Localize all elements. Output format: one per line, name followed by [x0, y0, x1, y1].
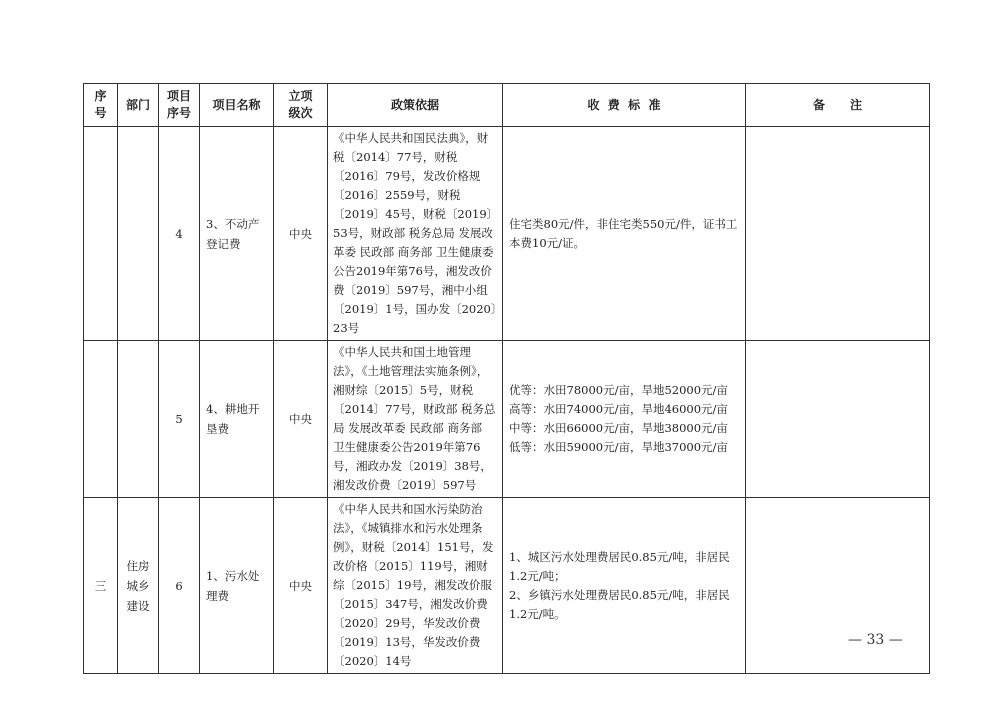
cell-seq [84, 341, 118, 498]
table-row [84, 498, 930, 674]
header-seq: 序 号 [84, 84, 118, 127]
cell-dept: 住房 城乡 建设 [118, 498, 159, 674]
header-row [84, 84, 930, 127]
cell-item-name: 1、污水处理费 [200, 498, 274, 674]
cell-remark [746, 127, 930, 341]
cell-level: 中央 [274, 498, 328, 674]
cell-seq: 三 [84, 498, 118, 674]
cell-item-seq: 6 [159, 498, 200, 674]
header-item-seq: 项目 序号 [159, 84, 200, 127]
header-remark: 备 注 [746, 84, 930, 127]
cell-policy: 《中华人民共和国土地管理法》，《土地管理法实施条例》，湘财综〔2015〕5号，财税〔2014〕77号，财政部 税务总局 发展改革委 民政部 商务部 卫生健康委公告2019年第76号，湘政办发〔2019〕38号，湘发改价费〔2019〕597号 [328, 341, 503, 498]
cell-policy: 《中华人民共和国民法典》，财税〔2014〕77号，财税〔2016〕79号，发改价格规〔2016〕2559号，财税〔2019〕45号，财税〔2019〕53号，财政部 税务总局 发展改革委 民政部 商务部 卫生健康委公告2019年第76号，湘发改价费〔2019〕597号，湘中小组〔2019〕1号，国办发〔2020〕23号 [328, 127, 503, 341]
page-number: — 33 — [848, 632, 903, 648]
cell-item-name: 4、耕地开垦费 [200, 341, 274, 498]
cell-fee-standard: 优等：水田78000元/亩，旱地52000元/亩 高等：水田74000元/亩，旱地46000元/亩 中等：水田66000元/亩，旱地38000元/亩 低等：水田59000元/亩，旱地37000元/亩 [503, 341, 746, 498]
cell-level: 中央 [274, 127, 328, 341]
cell-item-seq: 4 [159, 127, 200, 341]
header-fee-standard: 收 费 标 准 [503, 84, 746, 127]
cell-dept [118, 341, 159, 498]
cell-remark [746, 341, 930, 498]
table-row [84, 341, 930, 498]
cell-item-seq: 5 [159, 341, 200, 498]
cell-dept [118, 127, 159, 341]
cell-seq [84, 127, 118, 341]
header-level: 立项 级次 [274, 84, 328, 127]
cell-item-name: 3、不动产登记费 [200, 127, 274, 341]
header-dept: 部门 [118, 84, 159, 127]
cell-policy: 《中华人民共和国水污染防治法》，《城镇排水和污水处理条例》，财税〔2014〕151号，发改价格〔2015〕119号，湘财综〔2015〕19号，湘发改价服〔2015〕347号，湘发改价费〔2020〕29号，华发改价费〔2019〕13号，华发改价费〔2020〕14号 [328, 498, 503, 674]
table-row [84, 127, 930, 341]
header-item-name: 项目名称 [200, 84, 274, 127]
fee-table [83, 83, 930, 674]
cell-fee-standard: 住宅类80元/件，非住宅类550元/件，证书工本费10元/证。 [503, 127, 746, 341]
cell-fee-standard: 1、城区污水处理费居民0.85元/吨，非居民1.2元/吨； 2、乡镇污水处理费居民0.85元/吨，非居民1.2元/吨。 [503, 498, 746, 674]
header-policy: 政策依据 [328, 84, 503, 127]
cell-level: 中央 [274, 341, 328, 498]
